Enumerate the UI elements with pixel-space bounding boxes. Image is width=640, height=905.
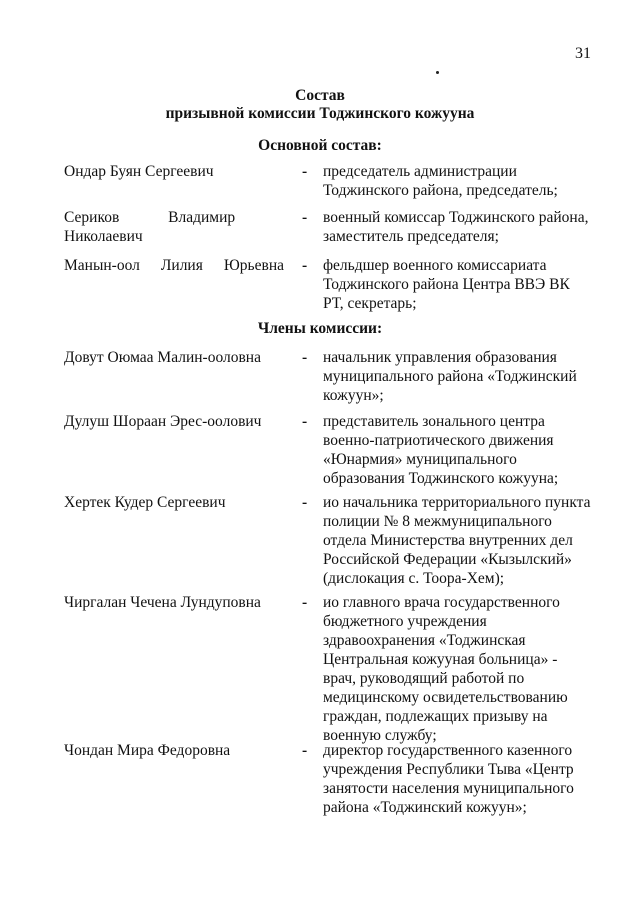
member-name-line: Чиргалан Чечена Лундуповна [64,594,261,611]
member-role-line: начальник управления образования [323,349,557,366]
member-role-line: муниципального района «Тоджинский [323,368,577,385]
stray-dot-mark [436,71,439,74]
member-role-line: Тоджинского района Центра ВВЭ ВК [323,276,570,293]
page-number: 31 [575,45,591,62]
member-role-line: учреждения Республики Тыва «Центр [323,761,574,778]
member-role-line: РТ, секретарь; [323,295,417,312]
member-role-line: «Юнармия» муниципального [323,451,517,468]
dash-separator: - [302,257,308,274]
dash-separator: - [302,349,308,366]
dash-separator: - [302,594,308,611]
member-role-line: медицинскому освидетельствованию [323,689,568,706]
member-name-line: Хертек Кудер Сергеевич [64,494,226,511]
member-role-line: военно-патриотического движения [323,432,554,449]
member-role [323,348,581,405]
dash-separator: - [302,494,308,511]
member-role-line: Центральная кожууная больница» - [323,651,558,668]
member-name-line: Чондан Мира Федоровна [64,742,231,759]
member-role-line: занятости населения муниципального [323,780,574,797]
dash-separator: - [302,163,308,180]
member-name [64,741,284,760]
member-role-line: ио главного врача государственного [323,594,560,611]
member-name [64,593,284,612]
member-role-line: заместитель председателя; [323,228,499,245]
member-role [323,741,581,817]
dash-separator: - [302,742,308,759]
member-role-line: директор государственного казенного [323,742,573,759]
member-role-line: кожуун»; [323,387,384,404]
member-name [64,412,284,431]
member-role [323,593,581,745]
member-name [64,162,284,181]
member-role-line: здравоохранения «Тоджинская [323,632,526,649]
member-role-line: Тоджинского района, председатель; [323,182,558,199]
document-subtitle: призывной комиссии Тоджинского кожууна [165,105,475,122]
member-role-line: ио начальника территориального пункта [323,494,591,511]
member-name-line: Довут Оюмаа Малин-ооловна [64,349,261,366]
member-role-line: фельдшер военного комиссариата [323,257,547,274]
member-role-line: представитель зонального центра [323,413,545,430]
member-role-line: граждан, подлежащих призыву на [323,708,548,725]
member-name [64,208,284,246]
document-title: Состав [295,87,345,104]
section-heading-main: Основной состав: [258,137,382,154]
member-name [64,493,284,512]
member-role [323,162,581,200]
member-role-line: Российской Федерации «Кызылский» [323,551,572,568]
member-role-line: председатель администрации [323,163,517,180]
member-name-line: Дулуш Шораан Эрес-оолович [64,413,262,430]
member-role-line: отдела Министерства внутренних дел [323,532,573,549]
member-role-line: района «Тоджинский кожуун»; [323,799,527,816]
member-role-line: образования Тоджинского кожууна; [323,470,559,487]
member-role [323,493,591,588]
member-role-line: полиции № 8 межмуниципального [323,513,552,530]
member-name-line: Ондар Буян Сергеевич [64,163,214,180]
member-role [323,208,589,246]
member-role-line: врач, руководящий работой по [323,670,525,687]
member-name-line: Сериков Владимир [64,209,236,226]
member-role [323,412,581,488]
dash-separator: - [302,209,308,226]
member-role-line: военный комиссар Тоджинского района, [323,209,589,226]
member-name-line: Манын-оол Лилия Юрьевна [64,257,284,274]
member-name-line: Николаевич [64,228,143,245]
member-role-line: бюджетного учреждения [323,613,487,630]
member-role [323,256,581,313]
section-heading-members: Члены комиссии: [257,320,383,337]
member-role-line: (дислокация с. Тоора-Хем); [323,570,505,587]
member-name [64,348,284,367]
member-name [64,256,284,275]
dash-separator: - [302,413,308,430]
member-role-line: военную службу; [323,727,437,744]
